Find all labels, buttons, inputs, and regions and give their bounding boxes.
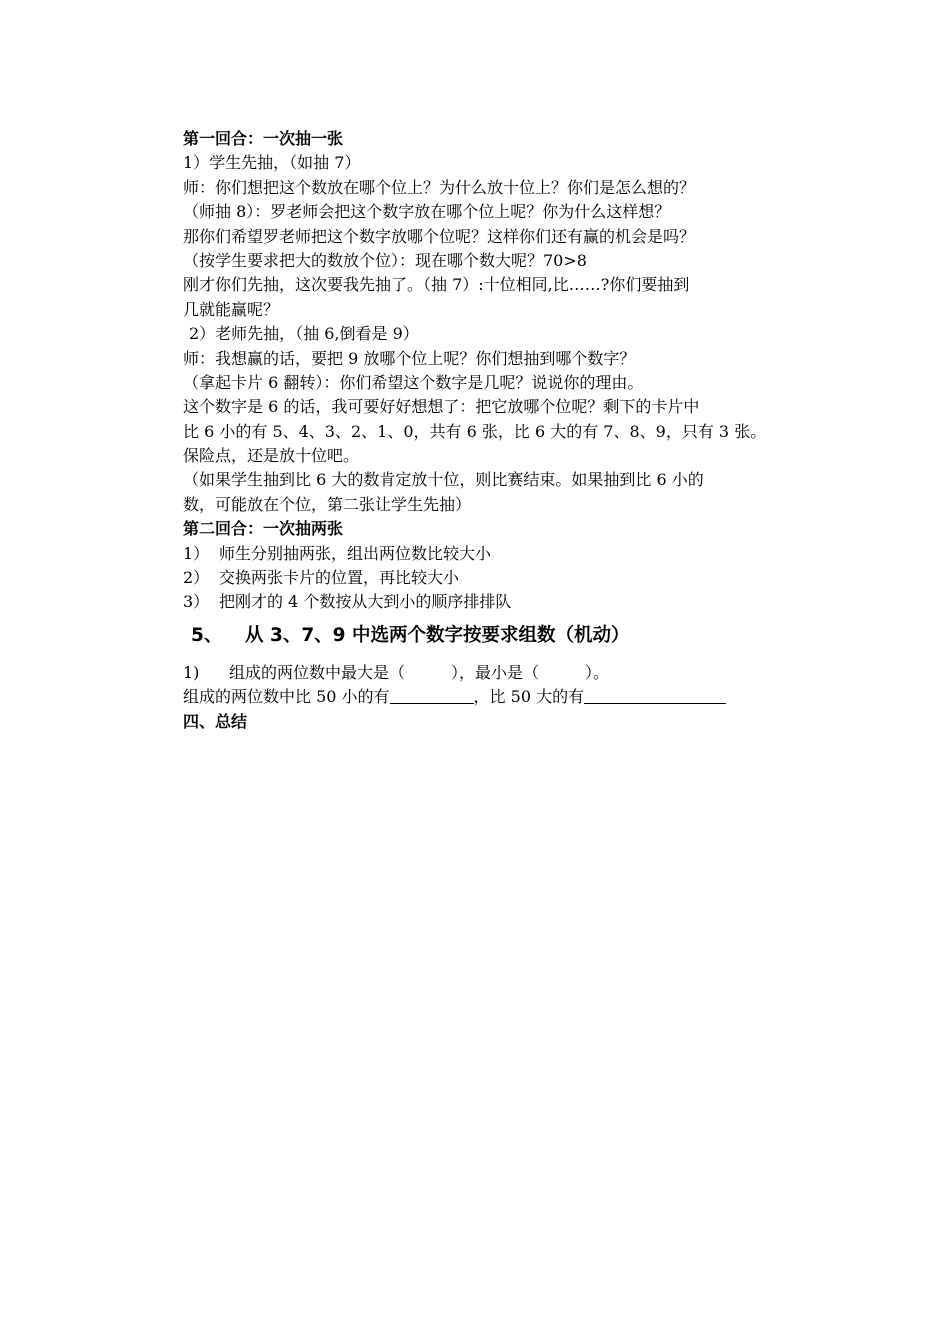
question-1-part-c: ）。	[585, 662, 610, 682]
round2-item-3	[183, 590, 823, 614]
question-1-part-a: 组成的两位数中最大是（	[229, 662, 406, 682]
summary-title: 四、总结	[183, 711, 248, 731]
question-2-part-a: 组成的两位数中比 50 小的有	[183, 687, 390, 707]
question-1-part-b: ），最小是（	[451, 662, 540, 682]
round1-line-12: 比 6 小的有 5、4、3、2、1、0，共有 6 张，比 6 大的有 7、8、9，只有 3 张。	[183, 421, 767, 441]
question-number: 1)	[183, 662, 200, 682]
round1-line-7: 几就能赢呢？	[183, 299, 280, 319]
round2-item-number: 1）	[183, 543, 210, 563]
round1-line-8: 2）老师先抽，（抽 6,倒看是 9）	[189, 324, 419, 344]
round1-title: 第一回合：一次抽一张	[183, 129, 344, 148]
section5-title: 从 3、7、9 中选两个数字按要求组数（机动）	[245, 624, 630, 646]
round1-line-6: 刚才你们先抽，这次要我先抽了。（抽 7）:十位相同,比……?你们要抽到	[183, 275, 690, 295]
round2-item-number: 2）	[183, 568, 210, 588]
question-2-part-b: ，比 50 大的有	[473, 687, 585, 707]
document-page	[183, 127, 823, 734]
round1-line-15: 数，可能放在个位，第二张让学生先抽）	[183, 494, 472, 514]
round1-line-10: （拿起卡片 6 翻转）：你们希望这个数字是几呢？说说你的理由。	[183, 372, 644, 392]
round2-item-text: 师生分别抽两张，组出两位数比较大小	[219, 543, 492, 563]
round1-line-11: 这个数字是 6 的话，我可要好好想想了：把它放哪个位呢？剩下的卡片中	[183, 397, 700, 417]
round2-item-2	[183, 566, 823, 590]
section5-heading	[183, 623, 823, 649]
round2-item-number: 3）	[183, 592, 210, 612]
round1-line-3: （师抽 8）：罗老师会把这个数字放在哪个位上呢？你为什么这样想？	[183, 202, 671, 222]
section5-question-2	[183, 685, 823, 709]
section5-number: 5、	[191, 624, 223, 646]
round1-line-5: （按学生要求把大的数放个位）：现在哪个数大呢？70>8	[183, 250, 587, 270]
answer-blank-greater-than-50[interactable]	[584, 687, 726, 704]
round2-item-text: 交换两张卡片的位置，再比较大小	[219, 568, 460, 588]
round1-line-2: 师：你们想把这个数放在哪个位上？为什么放十位上？你们是怎么想的？	[183, 177, 696, 197]
round2-title: 第二回合：一次抽两张	[183, 519, 344, 539]
round1-line-1: 1）学生先抽，（如抽 7）	[183, 153, 361, 173]
round1-line-13: 保险点，还是放十位吧。	[183, 446, 360, 466]
round1-line-14: （如果学生抽到比 6 大的数肯定放十位，则比赛结束。如果抽到比 6 小的	[183, 470, 704, 490]
round1-line-9: 师：我想赢的话，要把 9 放哪个位上呢？你们想抽到哪个数字？	[183, 348, 636, 368]
round2-item-1	[183, 542, 823, 566]
round2-item-text: 把刚才的 4 个数按从大到小的顺序排排队	[219, 592, 512, 612]
section5-question-1	[183, 661, 823, 685]
round1-line-4: 那你们希望罗老师把这个数字放哪个位呢？这样你们还有赢的机会是吗？	[183, 226, 696, 246]
answer-blank-less-than-50[interactable]	[390, 687, 474, 704]
